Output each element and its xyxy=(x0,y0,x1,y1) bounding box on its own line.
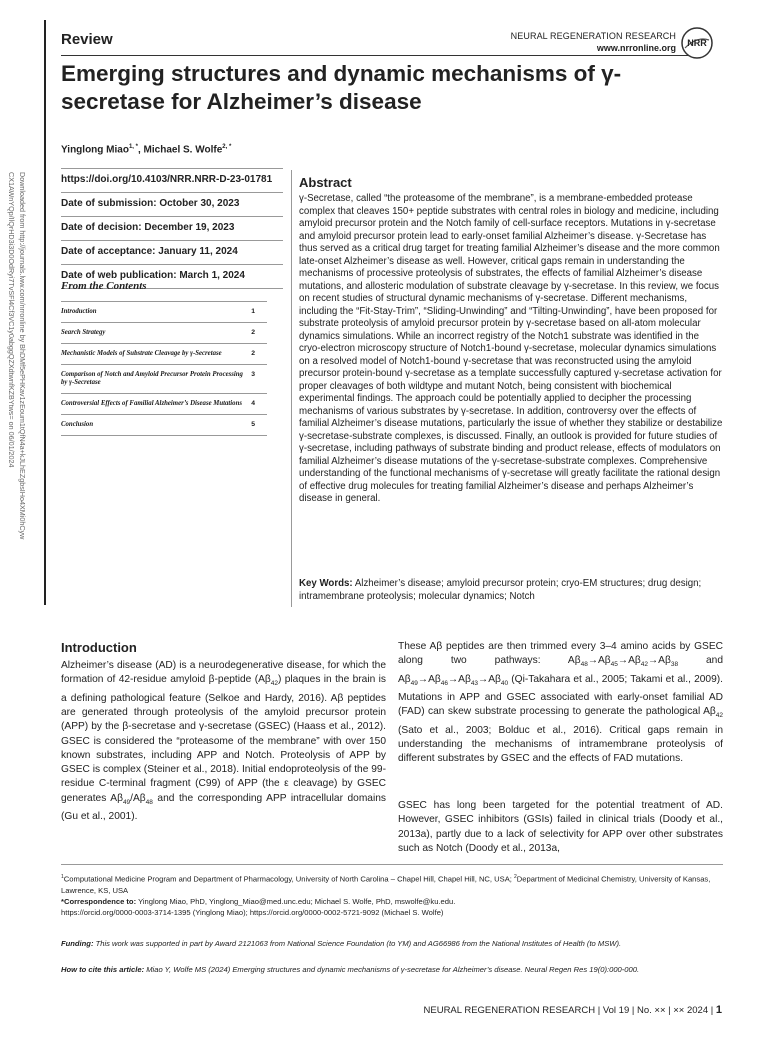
toc-item-label: Comparison of Notch and Amyloid Precursor Protein Processing by γ-Secretase xyxy=(61,371,243,386)
toc-item-label: Mechanistic Models of Substrate Cleavage by γ-Secretase xyxy=(61,350,222,357)
article-meta xyxy=(61,168,283,289)
introduction-heading: Introduction xyxy=(61,640,137,655)
contents-table xyxy=(61,301,267,436)
toc-item[interactable] xyxy=(61,394,267,415)
correspondence-text[interactable]: Yinglong Miao, PhD, Yinglong_Miao@med.unc.edu; Michael S. Wolfe, PhD, mswolfe@ku.edu. xyxy=(136,896,456,906)
citation-text: Miao Y, Wolfe MS (2024) Emerging structures and dynamic mechanisms of γ-secretase for Alzheimer’s disease. Neural Regen Res 19(0):000-000. xyxy=(144,965,640,974)
toc-item-label: Search Strategy xyxy=(61,329,106,336)
keywords-label: Key Words: xyxy=(299,578,353,589)
left-vertical-rule xyxy=(44,20,46,605)
article-title: Emerging structures and dynamic mechanisms of γ-secretase for Alzheimer’s disease xyxy=(61,61,622,114)
citation-note xyxy=(61,964,723,975)
author-1-affil: 1, * xyxy=(128,144,138,150)
page-footer xyxy=(424,1004,722,1016)
affiliations: $^1$Computational Medicine Program and Department of Pharmacology, University of North Carolina – Chapel Hill, Chapel Hill, NC, USA; $^2$Department of Medicinal Chemistry, University of Kansas, Lawrence, KS, USA *Correspondence to: Yinglong Miao, PhD, Yinglong_Miao@med.unc.edu; Michael S. Wolfe, PhD, mswolfe@ku.edu. https://orcid.org/0000-0003-3714-1395 (Yinglong Miao); https://orcid.org/0000-0002-5721-9092 (Michael S. Wolfe) xyxy=(61,874,711,917)
keywords xyxy=(299,578,723,603)
orcid-links[interactable]: https://orcid.org/0000-0003-3714-1395 (Yinglong Miao); https://orcid.org/0000-0002-5721-9092 (Michael S. Wolfe) xyxy=(61,907,444,917)
contents-title: From the Contents xyxy=(61,280,147,292)
toc-item-page: 3 xyxy=(251,371,255,378)
correspondence-label: *Correspondence to: xyxy=(61,896,137,906)
toc-item[interactable] xyxy=(61,415,267,436)
journal-header xyxy=(511,30,676,54)
footer-journal-info: NEURAL REGENERATION RESEARCH | Vol 19 | No. ×× | ×× 2024 | xyxy=(423,1005,714,1016)
toc-item-label: Controversial Effects of Familial Alzheimer’s Disease Mutations xyxy=(61,400,243,407)
affiliation-1: Computational Medicine Program and Department of Pharmacology, University of North Carolina – Chapel Hill, Chapel Hill, NC, USA; xyxy=(63,874,514,884)
keywords-text: Alzheimer’s disease; amyloid precursor protein; cryo-EM structures; drug design; intramembrane proteolysis; molecular dynamics; Notch xyxy=(299,578,702,602)
funding-label: Funding: xyxy=(61,939,94,948)
toc-item-page: 5 xyxy=(251,421,255,428)
abstract-text: γ-Secretase, called “the proteasome of the membrane”, is a membrane-embedded protease complex that cleaves 150+ peptide substrates with central roles in biology and medicine, including amyloid precursor protein and the Notch family of cell-surface receptors. Mutations in γ-secretase and amyloid precursor protein lead to early-onset familial Alzheimer’s disease. γ-Secretase has thus served as a critical drug target for treating familial Alzheimer’s disease and the more common late-onset Alzheimer’s disease as well. However, critical gaps remain in understanding the mechanisms of processive proteolysis of substrates, the effects of familial Alzheimer’s disease mutations, and allosteric modulation of substrate cleavage by γ-secretase. In this review, we focus on recent studies of structural dynamic mechanisms of γ-secretase. Different mechanisms, including the “Fit-Stay-Trim”, “Sliding-Unwinding” and “Tilting-Unwinding”, have been proposed for substrate proteolysis of amyloid precursor protein by γ-secretase based on all-atom molecular dynamics simulations. While an incorrect registry of the Notch1 substrate was identified in the cryo-electron microscopy structure of Notch1-bound γ-secretase, molecular dynamics simulations on a resolved model of Notch1-bound γ-secretase that was reconstructed using the amyloid precursor protein-bound γ-secretase as a template successfully captured γ-secretase activation for proper cleavages of both wildtype and mutant Notch, being consistent with biochemical experimental findings. The approach could be potentially applied to decipher the processing mechanisms of various substrates by γ-secretase. In addition, controversy over the effects of familial Alzheimer’s disease mutations, particularly the issue of whether they stabilize or destabilize γ-secretase-substrate complexes, is discussed. Finally, an outlook is provided for future studies of γ-secretase, including pathways of substrate binding and product release, effects of modulators on familial Alzheimer’s disease mutations of the γ-secretase-substrate complexes. Comprehensive understanding of the functional mechanisms of γ-secretase will greatly facilitate the rational design of effective drug molecules for treating familial Alzheimer’s disease and perhaps Alzheimer’s disease in general. xyxy=(299,193,723,504)
intro-paragraph-1: Alzheimer’s disease (AD) is a neurodegenerative disease, for which the formation of 42-residue amyloid β-peptide $(A\beta_{42})$ plaques in the brain is a defining pathological feature (Selkoe and Hardy, 2016). Aβ peptides are generated through proteolysis of the amyloid precursor protein (APP) by the β-secretase and γ-secretase (GSEC) (Haass et al., 2012). GSEC is considered the “proteasome of the membrane” with over 150 known substrates, including APP and Notch. Proteolysis of APP by GSEC is complex (Steiner et al., 2018). Initial endoproteolysis of the 99-residue C-terminal fragment (C99) of APP (the ε cleavage) by GSEC generates $A\beta_{49}/A\beta_{48}$ and the corresponding APP intracellular domains (Gu et al., 2001). xyxy=(61,660,386,823)
intro-paragraph-3: GSEC has long been targeted for the potential treatment of AD. However, GSEC inhibitors (GSIs) failed in clinical trials (Doody et al., 2013a), partly due to a lack of selectivity for APP over other substrates such as Notch (Doody et al., 2013a, xyxy=(398,800,723,854)
header-rule xyxy=(61,55,689,56)
journal-url[interactable]: www.nrronline.org xyxy=(596,43,676,53)
date-submission: Date of submission: October 30, 2023 xyxy=(61,193,283,217)
download-watermark-line2: CX1AWnYQp/IlQrHD3i3D0OdRyi7TvSFl4Cf3VC1y0abggQZXdtwnfKZBYtws= on 06/01/2024 xyxy=(7,172,16,468)
abstract-divider xyxy=(291,170,292,607)
author-2[interactable]: Michael S. Wolfe xyxy=(143,144,223,156)
toc-item[interactable] xyxy=(61,344,267,365)
citation-label: How to cite this article: xyxy=(61,965,145,974)
section-label: Review xyxy=(61,31,113,48)
toc-item-page: 4 xyxy=(251,400,255,407)
abstract-title: Abstract xyxy=(299,175,352,190)
funding-note xyxy=(61,938,723,949)
toc-item-page: 2 xyxy=(251,350,255,357)
author-separator: , xyxy=(137,144,144,156)
date-web-publication: Date of web publication: March 1, 2024 xyxy=(61,265,283,289)
author-list xyxy=(61,144,231,155)
doi-link[interactable]: https://doi.org/10.4103/NRR.NRR-D-23-01781 xyxy=(61,168,283,193)
author-2-affil: 2, * xyxy=(222,144,232,150)
date-acceptance: Date of acceptance: January 11, 2024 xyxy=(61,241,283,265)
intro-paragraph-2: These Aβ peptides are then trimmed every 3–4 amino acids by GSEC along two pathways: $A\beta_{48}\to A\beta_{45}\to A\beta_{42}\to A\beta_{38}$ and $A\beta_{49}\to A\beta_{46}\to A\beta_{43}\to A\beta_{40}$ (Qi-Takahara et al., 2005; Takami et al., 2009). Mutations in APP and GSEC associated with early-onset familial AD (FAD) can skew substrate processing to generate the pathological $A\beta_{42}$ (Sato et al., 2003; Bolduc et al., 2016). Critical gaps remain in understanding the mechanisms of intramembrane proteolysis of different substrates by GSEC and the effects of FAD mutations. xyxy=(398,641,724,765)
journal-name: NEURAL REGENERATION RESEARCH xyxy=(510,31,676,41)
download-watermark-line1: Downloaded from http://journals.lww.com/nrronline by BhDMf5ePHKav1zEoum1tQfN4a+kJLhEZgbsIHo4XMi0hCyw xyxy=(18,172,27,540)
toc-item[interactable] xyxy=(61,323,267,344)
toc-item[interactable] xyxy=(61,365,267,394)
toc-item-label: Introduction xyxy=(61,308,97,315)
logo-text: NRR xyxy=(687,38,707,48)
author-1[interactable]: Yinglong Miao xyxy=(61,144,129,156)
page-number: 1 xyxy=(715,1004,722,1016)
affiliation-2: Department of Medicinal Chemistry, University of Kansas, Lawrence, KS, USA xyxy=(61,874,711,895)
download-watermark xyxy=(6,172,40,732)
funding-text: This work was supported in part by Award 2121063 from National Science Foundation (to YM) and AG66986 from the National Institutes of Health (to MSW). xyxy=(93,939,622,948)
date-decision: Date of decision: December 19, 2023 xyxy=(61,217,283,241)
toc-item-page: 2 xyxy=(251,329,255,336)
toc-item[interactable] xyxy=(61,302,267,323)
toc-item-label: Conclusion xyxy=(61,421,94,428)
footnote-rule xyxy=(61,864,723,865)
toc-item-page: 1 xyxy=(251,308,255,315)
